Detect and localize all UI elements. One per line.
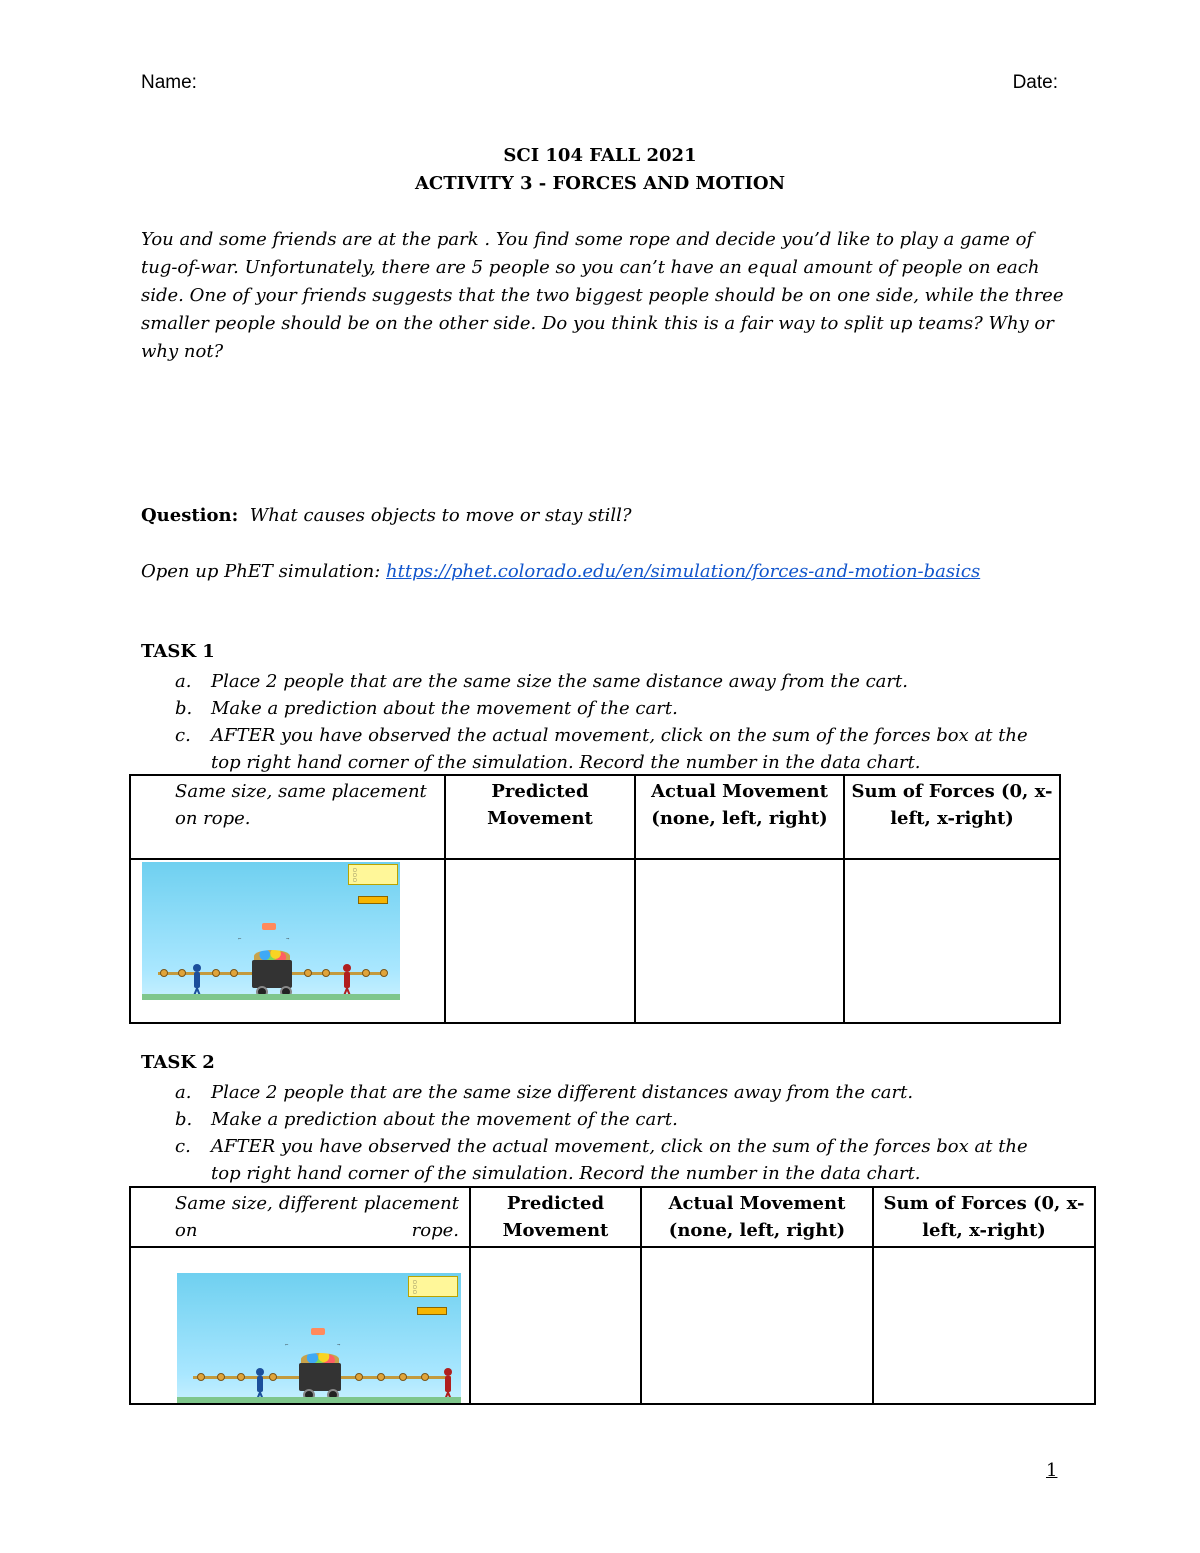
task1-actual-cell[interactable]	[635, 859, 844, 1023]
phet-link[interactable]: https://phet.colorado.edu/en/simulation/forces-and-motion-basics	[386, 561, 981, 582]
task1-actual-header: Actual Movement (none, left, right)	[635, 775, 844, 859]
task1-sum-header: Sum of Forces (0, x-left, x-right)	[844, 775, 1060, 859]
question-text: What causes objects to move or stay still?	[249, 505, 632, 526]
task1-title: TASK 1	[141, 641, 215, 662]
task2-step-b: b. Make a prediction about the movement of the cart.	[175, 1109, 678, 1130]
cart-icon	[299, 1363, 341, 1391]
task2-sum-header: Sum of Forces (0, x-left, x-right)	[873, 1187, 1095, 1247]
name-label: Name:	[141, 72, 197, 93]
task1-predicted-cell[interactable]	[445, 859, 635, 1023]
phet-line	[141, 558, 1041, 586]
task2-table	[129, 1186, 1096, 1405]
task1-sim-cell	[130, 859, 445, 1023]
task1-steps	[141, 668, 1041, 776]
activity-title: ACTIVITY 3 - FORCES AND MOTION	[414, 173, 786, 194]
task1-desc-header: Same size, same placement on rope.	[130, 775, 445, 859]
phet-prefix: Open up PhET simulation:	[141, 561, 387, 582]
task2-simulation-image: ▢ ▢ ▢ ← →	[177, 1273, 461, 1403]
task2-predicted-header: Predicted Movement	[470, 1187, 641, 1247]
force-arrows-icon	[311, 1328, 325, 1335]
task1-step-c: c. AFTER you have observed the actual movement, click on the sum of the forces box at the top right hand corner of the simulation. Record the number in the data chart.	[175, 725, 1028, 773]
task1-sum-cell[interactable]	[844, 859, 1060, 1023]
question-label: Question:	[141, 505, 239, 526]
intro-paragraph: You and some friends are at the park . You find some rope and decide you’d like to play a game of tug-of-war. Unfortunately, there are 5 people so you can’t have an equal amount of people on each side. One of your friends suggests that the two biggest people should be on one side, while the three smaller people should be on the other side. Do you think this is a fair way to split up teams? Why or why not?	[141, 229, 1064, 362]
task2-predicted-cell[interactable]	[470, 1247, 641, 1404]
task2-steps	[141, 1079, 1041, 1187]
task2-sum-cell[interactable]	[873, 1247, 1095, 1404]
legend-box: ▢ ▢ ▢	[348, 864, 398, 885]
question-line	[141, 502, 632, 530]
course-title: SCI 104 FALL 2021	[503, 145, 697, 166]
task1-step-a: a. Place 2 people that are the same size the same distance away from the cart.	[175, 671, 908, 692]
date-label: Date:	[1012, 72, 1058, 93]
page-number: 1	[1046, 1460, 1058, 1481]
legend-box: ▢ ▢ ▢	[408, 1276, 458, 1297]
task1-step-b: b. Make a prediction about the movement of the cart.	[175, 698, 678, 719]
stop-button-icon	[417, 1307, 447, 1315]
blue-puller-icon	[192, 964, 202, 998]
task2-sim-cell	[130, 1247, 470, 1404]
task2-actual-header: Actual Movement (none, left, right)	[641, 1187, 873, 1247]
cart-icon	[252, 960, 292, 988]
task2-title: TASK 2	[141, 1052, 215, 1073]
task2-step-c: c. AFTER you have observed the actual movement, click on the sum of the forces box at the top right hand corner of the simulation. Record the number in the data chart.	[175, 1136, 1028, 1184]
task1-simulation-image: ▢ ▢ ▢ ← →	[142, 862, 400, 1000]
task1-table	[129, 774, 1061, 1024]
task2-step-a: a. Place 2 people that are the same size different distances away from the cart.	[175, 1082, 914, 1103]
stop-button-icon	[358, 896, 388, 904]
task2-actual-cell[interactable]	[641, 1247, 873, 1404]
red-puller-icon	[342, 964, 352, 998]
task2-desc-header: Same size, different placement on rope.	[130, 1187, 470, 1247]
task1-predicted-header: Predicted Movement	[445, 775, 635, 859]
force-arrows-icon	[262, 923, 276, 930]
